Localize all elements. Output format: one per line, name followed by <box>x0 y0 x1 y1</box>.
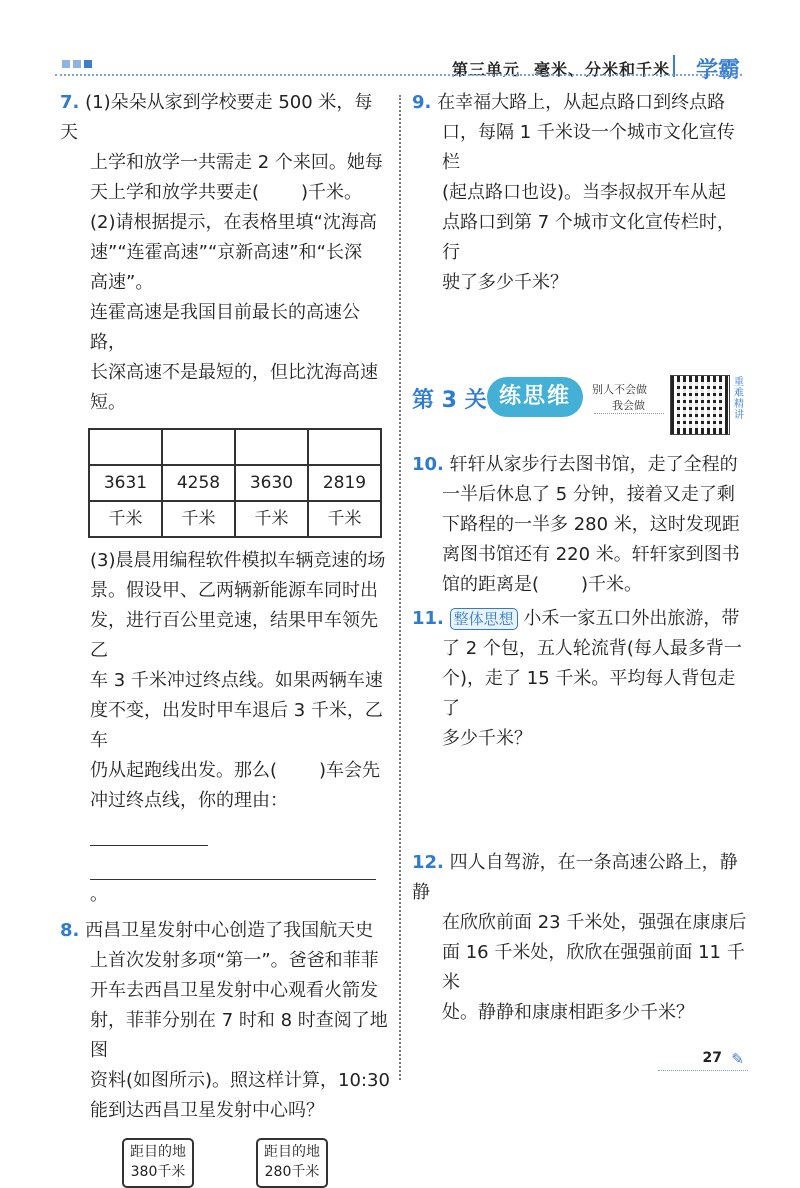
section-subtitle: 我会做 <box>612 399 645 412</box>
text-line: 小禾一家五口外出旅游，带 <box>523 608 740 629</box>
distance-sign <box>256 1138 328 1188</box>
sign-label: 距目的地 <box>130 1144 186 1160</box>
text-line: )千米。 <box>301 182 363 203</box>
qr-label: 重难精讲 <box>734 377 744 421</box>
text-line: 连霍高速是我国目前最长的高速公路， <box>90 302 360 353</box>
text-line: 上学和放学一共需走 2 个来回。她每 <box>90 152 383 173</box>
divider <box>594 413 664 414</box>
table-cell: 3630 <box>235 465 308 501</box>
section-subtitle: 别人不会做 <box>592 383 647 396</box>
question-8 <box>60 916 390 1188</box>
distance-sign <box>122 1138 194 1188</box>
question-12 <box>412 848 752 1028</box>
text-line: 冲过终点线，你的理由： <box>90 790 288 811</box>
header-decoration <box>62 60 92 68</box>
text-line: 发，进行百公里竞速，结果甲车领先乙 <box>90 610 378 661</box>
text-line: 上首次发射多项“第一”。爸爸和菲菲 <box>90 950 379 971</box>
left-column <box>60 88 390 1188</box>
question-9 <box>412 88 752 298</box>
text-line: )千米。 <box>581 574 643 595</box>
text-line: 了 2 个包，五人轮流背(每人最多背一 <box>442 638 742 659</box>
question-number: 8. <box>60 920 80 941</box>
text-line: 景。假设甲、乙两辆新能源车同时出 <box>90 580 378 601</box>
footer-rule <box>658 1070 748 1071</box>
text-line: 仍从起跑线出发。那么( <box>90 760 278 781</box>
text-line: 西昌卫星发射中心创造了我国航天史 <box>85 920 374 941</box>
brand-logo: 学霸 <box>695 58 740 83</box>
unit-label: 第三单元 <box>451 60 520 79</box>
text-line: 个)，走了 15 千米。平均每人背包走了 <box>442 668 736 719</box>
column-divider <box>399 95 401 1080</box>
text-line: 四人自驾游，在一条高速公路上，静静 <box>412 852 738 903</box>
table-cell: 4258 <box>162 465 235 501</box>
text-line: 馆的距离是( <box>442 574 540 595</box>
text-line: 处。静静和康康相距多少千米？ <box>442 1002 694 1023</box>
pencil-icon: ✎ <box>731 1050 744 1068</box>
text-line: 开车去西昌卫星发射中心观看火箭发 <box>90 980 378 1001</box>
question-number: 10. <box>412 454 444 475</box>
text-line: 。 <box>90 884 108 905</box>
answer-cell[interactable] <box>235 429 308 465</box>
question-number: 12. <box>412 852 444 873</box>
table-cell: 3631 <box>89 465 162 501</box>
question-7 <box>60 88 390 910</box>
text-line: (1)朵朵从家到学校要走 500 米，每天 <box>60 92 373 143</box>
sign-label: 距目的地 <box>264 1144 320 1160</box>
text-line: 面 16 千米处，欣欣在强强前面 11 千米 <box>442 942 745 993</box>
table-cell: 千米 <box>235 501 308 537</box>
right-column-lower <box>412 450 752 754</box>
text-line: 度不变，出发时甲车退后 3 千米，乙车 <box>90 700 383 751</box>
question-number: 9. <box>412 92 432 113</box>
map-signs <box>122 1138 390 1188</box>
question-10 <box>412 450 752 600</box>
method-tag: 整体思想 <box>450 608 518 630</box>
text-line: 轩轩从家步行去图书馆，走了全程的 <box>449 454 738 475</box>
text-line: 天上学和放学共要走( <box>90 182 260 203</box>
text-line: 能到达西昌卫星发射中心吗？ <box>90 1100 324 1121</box>
right-column <box>412 88 752 298</box>
answer-line[interactable] <box>90 855 376 880</box>
text-line: 高速”。 <box>90 272 154 293</box>
question-number: 7. <box>60 92 80 113</box>
text-line: 驶了多少千米？ <box>442 272 568 293</box>
text-line: 速”“连霍高速”“京新高速”和“长深 <box>90 242 362 263</box>
answer-line[interactable] <box>90 823 208 846</box>
right-column-bottom <box>412 848 752 1028</box>
sign-value: 280千米 <box>264 1164 320 1180</box>
text-line: 在欣欣前面 23 千米处，强强在康康后 <box>442 912 747 933</box>
section-badge: 练思维 <box>487 377 583 417</box>
text-line: 口，每隔 1 千米设一个城市文化宣传栏 <box>442 122 735 173</box>
text-line: 资料(如图所示)。照这样计算，10:30 <box>90 1070 390 1091</box>
text-line: 多少千米？ <box>442 728 532 749</box>
text-line: )车会先 <box>319 760 381 781</box>
text-line: 点路口到第 7 个城市文化宣传栏时，行 <box>442 212 735 263</box>
question-11 <box>412 604 752 754</box>
text-line: 车 3 千米冲过终点线。如果两辆车速 <box>90 670 383 691</box>
text-line: 在幸福大路上，从起点路口到终点路 <box>437 92 726 113</box>
table-row <box>89 501 381 537</box>
answer-cell[interactable] <box>308 429 381 465</box>
table-row <box>89 465 381 501</box>
section-title: 第 3 关 <box>412 388 487 413</box>
answer-cell[interactable] <box>89 429 162 465</box>
table-cell: 千米 <box>89 501 162 537</box>
unit-title <box>452 57 670 80</box>
answer-cell[interactable] <box>162 429 235 465</box>
text-line: (2)请根据提示，在表格里填“沈海高 <box>90 212 377 233</box>
table-cell: 千米 <box>308 501 381 537</box>
text-line: 离图书馆还有 220 米。轩轩家到图书 <box>442 544 740 565</box>
table-row <box>89 429 381 465</box>
highway-table <box>88 428 382 538</box>
text-line: 下路程的一半多 280 米，这时发现距 <box>442 514 740 535</box>
header-rule <box>55 74 742 76</box>
table-cell: 2819 <box>308 465 381 501</box>
table-cell: 千米 <box>162 501 235 537</box>
qr-code-icon[interactable] <box>670 375 730 435</box>
text-line: (起点路口也设)。当李叔叔开车从起 <box>442 182 727 203</box>
sign-value: 380千米 <box>130 1164 186 1180</box>
text-line: 一半后休息了 5 分钟，接着又走了剩 <box>442 484 735 505</box>
section-banner <box>412 375 772 433</box>
text-line: 长深高速不是最短的，但比沈海高速短。 <box>90 362 378 413</box>
question-number: 11. <box>412 608 444 629</box>
text-line: 射，菲菲分别在 7 时和 8 时查阅了地图 <box>90 1010 388 1061</box>
topic-label: 毫米、分米和千米 <box>533 60 670 79</box>
text-line: (3)晨晨用编程软件模拟车辆竞速的场 <box>90 550 386 571</box>
page-number: 27 <box>702 1050 722 1066</box>
